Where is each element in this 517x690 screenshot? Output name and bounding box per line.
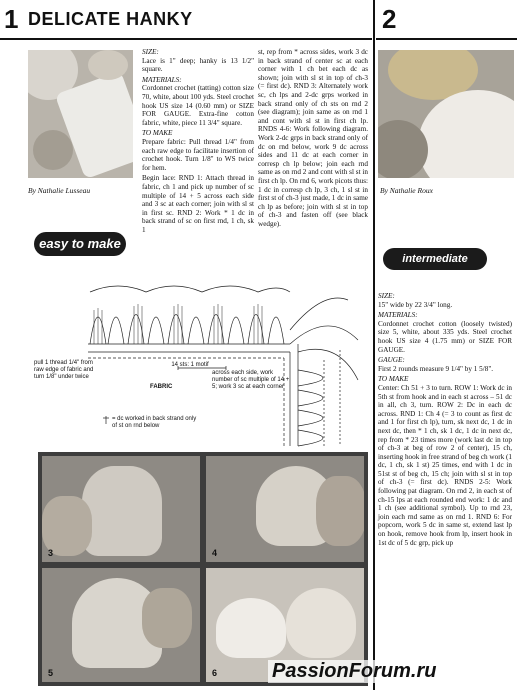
runner-gauge-label: GAUGE: [378,356,405,365]
runner-column [378,292,512,549]
left-header [0,0,372,40]
runner-materials-label: MATERIALS: [378,311,418,320]
hanky-credit: By Nathalie Lusseau [28,186,91,195]
fabric-label: FABRIC [150,384,173,390]
step-number-6: 6 [212,668,218,678]
to-make-label: TO MAKE [142,129,173,138]
across-side-note: across each side, work number of sc multiple of 14 + 5; work 3 sc at each corner [212,370,290,390]
step-number-4: 4 [212,548,218,558]
runner-to-make-text: Center: Ch 51 + 3 to turn. ROW 1: Work dc in 5th st from hook and in each st across – 51 dc in all, ch 3, turn. ROW 2: Dc in each dc across. RND 1: Ch 4 (= 3 to count as first dc and 1 for first ch lp), turn, sk next dc, 1 dc in next dc, then * 1 ch, sk 1 dc, 1 dc in next dc, rep from * 23 times more (work last dc in top of ch-3 at beg of row 2 of center), 15 ch, inserting hook in free strand of beg ch work (1 dc, 1 ch, sk 1 st) 25 times, end with 1 dc in 51st st of beg ch, 15 ch; join with sl st in top of ch-3 (= first dc). RNDS 2-5: Work following pat diagram. On rnd 2, in each st of ch-15 lps at each rounded end work: 1 dc and 1 ch (see additional symbol). Up to rnd 23, join each rnd same as on rnd 1. RND 6: For popcorn, work 5 dc in same st, extend last lp on hook, remove hook from lp, insert hook in 1st dc of 5 dc grp, pick up [378,383,512,547]
runner-size-text: 15" wide by 22 3/4" long. [378,300,453,309]
hanky-photo [28,50,133,178]
step-photo-4 [206,456,364,562]
runner-gauge-text: First 2 rounds measure 9 1/4" by 1 5/8". [378,364,494,373]
step-photo-grid [38,452,368,686]
intermediate-badge: intermediate [383,248,487,270]
pattern-title: DELICATE HANKY [28,9,193,29]
size-label: SIZE: [142,48,159,56]
prepare-text: Prepare fabric: Pull thread 1/4" from each raw edge to facilitate insertion of crochet hook. Turn 1/8" to WS twice for hem. [142,137,254,172]
pull-thread-note: pull 1 thread 1/4" from raw edge of fabric and turn 1/8" under twice [34,360,94,380]
runner-photo [378,50,514,178]
step-number-3: 3 [48,548,54,558]
column-divider [373,0,375,690]
step-photo-5 [42,568,200,682]
runner-to-make-label: TO MAKE [378,375,409,384]
hanky-column-1 [142,48,254,236]
dc-legend: = dc worked in back strand only of st on rnd below [112,416,197,429]
easy-to-make-badge: easy to make [34,232,126,256]
pattern-number-2: 2 [382,4,397,34]
right-header [376,0,517,40]
step-number-5: 5 [48,668,54,678]
step-photo-3 [42,456,200,562]
hanky-column-2 [258,48,368,230]
site-watermark: PassionForum.ru [268,660,440,683]
begin-text: Begin lace: RND 1: Attach thread in fabric, ch 1 and pick up number of sc multiple of 14 + 5 across each side and 3 sc at each corner; join with sl st in first sc. RND 2: Work * 1 dc in back strand of sc on first rnd, 1 ch, sk 1 [142,174,254,234]
runner-size-label: SIZE: [378,292,395,300]
size-text: Lace is 1" deep; hanky is 13 1/2" square. [142,56,254,74]
runner-credit: By Nathalie Roux [380,186,433,195]
pattern-number-1: 1 [4,4,19,34]
materials-label: MATERIALS: [142,75,182,84]
materials-text: Cordonnet crochet (tatting) cotton size 70, white, about 100 yds. Steel crochet hook US size 14 (0.60 mm) or SIZE FOR GAUGE. Extra-fine cotton fabric, white, piece 11 3/4" square. [142,84,254,127]
runner-materials-text: Cordonnet crochet cotton (loosely twisted) size 5, white, about 335 yds. Steel crochet hook US size 4 (1.75 mm) or SIZE FOR GAUGE. [378,319,512,354]
continued-text: st, rep from * across sides, work 3 dc in back strand of center sc at each corner with 1 ch bet each dc as shown; join with sl st in top of ch-3 (= first dc). RND 3: Alternately work sc, ch lps and 2-dc grps worked in back strand only of ch sts on rnd 2 (see diagram); join same as on rnd 1 and cont with sl st in first ch lp. RNDS 4-6: Work following diagram. Work 2-dc grps in back strand only of dc on rnd below, work 9 dc across sides and 11 dc at each corner in corresp ch lp below; join each rnd same as on rnd 2 and cont with sl st in first ch lp. On rnd 6, work picots thus: 1 dc in corresp ch lp, 3 ch, 1 sl st in first st of ch-3 just made, 1 dc in same ch lp as before; join with sl st in top of ch-3 and fasten off (see black wedge). [258,48,368,228]
motif-label: 14 sts: 1 motif [171,362,209,368]
